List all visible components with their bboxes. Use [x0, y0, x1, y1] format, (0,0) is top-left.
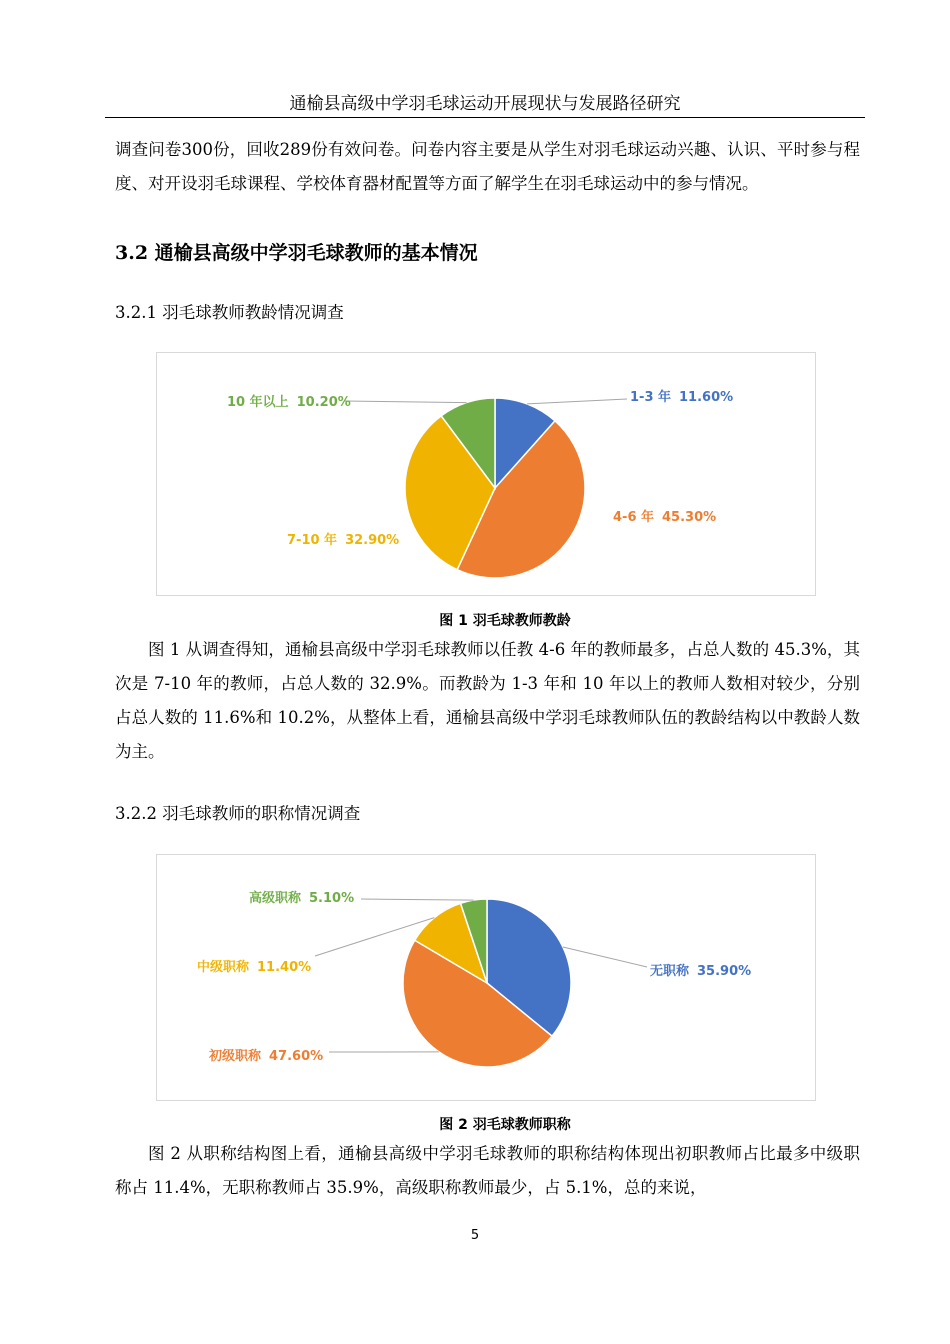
- pie-label-value-0: 11.60%: [679, 390, 734, 405]
- figure1-pie-svg: [157, 353, 815, 595]
- pie-label-value-0: 35.90%: [697, 964, 752, 979]
- pie-label-name-2: 7-10 年: [287, 533, 338, 548]
- intro-paragraph: 调查问卷300份，回收289份有效问卷。问卷内容主要是从学生对羽毛球运动兴趣、认识、平时参与程度、对开设羽毛球课程、学校体育器材配置等方面了解学生在羽毛球运动中的参与情况。: [115, 140, 860, 193]
- pie-label-value-3: 5.10%: [309, 891, 355, 906]
- pie-label-1: [208, 1048, 323, 1064]
- section-heading-3-2: 3.2 通榆县高级中学羽毛球教师的基本情况: [115, 242, 478, 264]
- pie-label-1: [613, 509, 716, 525]
- figure2-paragraph: 图 2 从职称结构图上看，通榆县高级中学羽毛球教师的职称结构体现出初职教师占比最多中级职称占 11.4%，无职称教师占 35.9%，高级职称教师最少，占 5.1%，总的来说，: [115, 1144, 860, 1197]
- pie-label-value-3: 10.20%: [296, 395, 351, 410]
- pie-label-0: [650, 963, 751, 979]
- pie-label-name-1: 4-6 年: [613, 510, 655, 525]
- header-rule: [105, 117, 865, 118]
- figure2-caption: 图 2 羽毛球教师职称: [439, 1117, 571, 1133]
- pie-label-name-0: 无职称: [650, 964, 690, 979]
- pie-label-value-1: 45.30%: [662, 510, 717, 525]
- pie-label-value-2: 11.40%: [257, 960, 312, 975]
- figure2-chart: [156, 854, 816, 1101]
- pie-label-3: [249, 890, 354, 906]
- pie-label-3: [227, 394, 351, 410]
- section-heading-3-2-2: 3.2.2 羽毛球教师的职称情况调查: [115, 804, 361, 823]
- page-header: 通榆县高级中学羽毛球运动开展现状与发展路径研究: [289, 94, 681, 114]
- pie-label-2: [287, 532, 399, 548]
- pie-label-name-3: 高级职称: [249, 891, 302, 906]
- pie-label-name-0: 1-3 年: [630, 390, 672, 405]
- pie-label-value-2: 32.90%: [345, 533, 400, 548]
- figure1-chart: [156, 352, 816, 596]
- pie-leader-3: [361, 899, 474, 900]
- pie-label-2: [197, 959, 311, 975]
- pie-leader-0: [563, 947, 647, 967]
- figure1-paragraph: 图 1 从调查得知，通榆县高级中学羽毛球教师以任教 4-6 年的教师最多，占总人数的 45.3%，其次是 7-10 年的教师，占总人数的 32.9%。而教龄为 1-3 年和 10 年以上的教师人数相对较少，分别占总人数的 11.6%和 10.2%，从整体上看，通榆县高级中学羽毛球教师队伍的教龄结构以中教龄人数为主。: [115, 640, 860, 761]
- pie-leader-0: [527, 399, 627, 404]
- section-heading-3-2-1: 3.2.1 羽毛球教师教龄情况调查: [115, 303, 344, 322]
- figure2-pie-svg: [157, 855, 815, 1100]
- pie-label-name-1: 初级职称: [209, 1049, 262, 1064]
- pie-label-name-2: 中级职称: [197, 960, 250, 975]
- pie-leader-3: [344, 401, 467, 403]
- figure1-caption: 图 1 羽毛球教师教龄: [439, 613, 571, 629]
- pie-label-0: [630, 389, 733, 405]
- pie-label-name-3: 10 年以上: [227, 395, 289, 410]
- pie-label-value-1: 47.60%: [269, 1049, 324, 1064]
- page-number: 5: [470, 1228, 480, 1243]
